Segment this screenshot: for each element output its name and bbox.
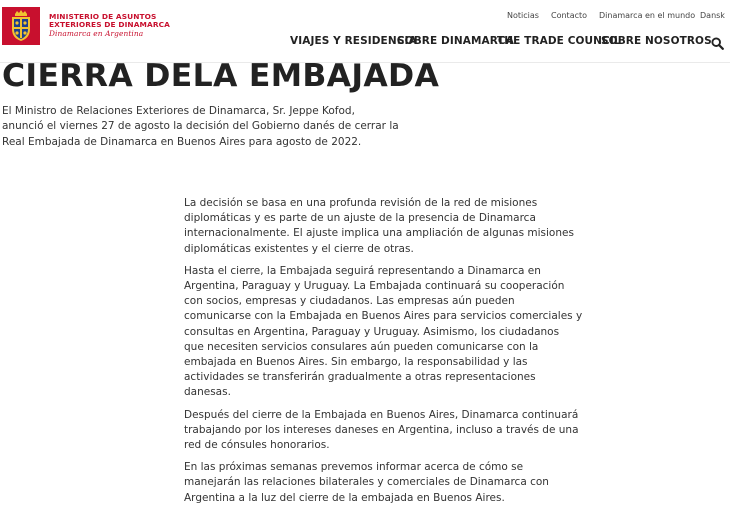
utility-link-noticias[interactable]: Noticias xyxy=(507,11,539,20)
utility-link-dansk[interactable]: Dansk xyxy=(700,11,725,20)
body-line: consultas en Argentina, Paraguay y Uruguay. Asimismo, los ciudadanos xyxy=(184,325,560,338)
utility-link-dinamarca-en-el-mundo[interactable]: Dinamarca en el mundo xyxy=(599,11,696,20)
paragraph-1 xyxy=(184,196,574,257)
body-line: red de cónsules honorarios. xyxy=(184,439,330,452)
ministry-line-1: MINISTERIO DE ASUNTOS xyxy=(49,12,157,21)
body-line: La decisión se basa en una profunda revisión de la red de misiones xyxy=(184,197,538,209)
coat-of-arms-icon[interactable] xyxy=(2,7,40,45)
body-line: actividades se transferirán gradualmente a otras representaciones xyxy=(184,371,536,384)
nav-sobre-dinamarca[interactable]: SOBRE DINAMARCA xyxy=(397,35,514,47)
page-title: CIERRA DELA EMBAJADA xyxy=(2,58,440,94)
nav-the-trade-council[interactable]: THE TRADE COUNCIL xyxy=(497,35,621,47)
paragraph-2 xyxy=(184,264,583,401)
body-line: danesas. xyxy=(184,386,231,399)
body-line: diplomáticas existentes y el cierre de otras. xyxy=(184,242,414,255)
body-line: Después del cierre de la Embajada en Buenos Aires, Dinamarca continuará xyxy=(184,408,579,421)
body-line: Hasta el cierre, la Embajada seguirá representando a Dinamarca en xyxy=(184,264,541,277)
body-line: En las próximas semanas prevemos informar acerca de cómo se xyxy=(184,461,524,474)
body-line: manejarán las relaciones bilaterales y comerciales de Dinamarca con xyxy=(184,476,549,489)
body-line: Argentina, Paraguay y Uruguay. La Embajada continuará su cooperación xyxy=(184,280,565,293)
ministry-subtitle: Dinamarca en Argentina xyxy=(49,28,144,38)
body-line: internacionalmente. El ajuste implica una ampliación de algunas misiones xyxy=(184,227,574,240)
body-line: Argentina a la luz del cierre de la embajada en Buenos Aires. xyxy=(184,491,505,504)
body-line: trabajando por los intereses daneses en Argentina, incluso a través de una xyxy=(184,423,579,436)
body-line: comunicarse con la Embajada en Buenos Aires para servicios comerciales y xyxy=(184,310,583,323)
utility-link-contacto[interactable]: Contacto xyxy=(551,11,588,20)
body-line: embajada en Buenos Aires. Sin embargo, la responsabilidad y las xyxy=(184,356,528,369)
article-body xyxy=(184,196,583,513)
lead-line: anunció el viernes 27 de agosto la decisión del Gobierno danés de cerrar la xyxy=(2,120,399,133)
body-line: con socios, empresas y ciudadanos. Las empresas aún pueden xyxy=(184,295,515,308)
search-icon[interactable] xyxy=(711,35,724,48)
lead-line: El Ministro de Relaciones Exteriores de Dinamarca, Sr. Jeppe Kofod, xyxy=(2,105,355,117)
site-header xyxy=(0,0,730,63)
lead-line: Real Embajada de Dinamarca en Buenos Aires para agosto de 2022. xyxy=(2,135,362,148)
body-line: diplomáticas y es parte de un ajuste de la presencia de Dinamarca xyxy=(184,212,536,225)
body-line: que necesiten servicios consulares aún pueden comunicarse con la xyxy=(184,340,539,353)
ministry-name[interactable] xyxy=(49,13,170,38)
nav-viajes-y-residencia[interactable]: VIAJES Y RESIDENCIA xyxy=(290,35,417,47)
nav-sobre-nosotros[interactable]: SOBRE NOSOTROS xyxy=(601,35,712,47)
paragraph-4 xyxy=(184,460,554,506)
paragraph-3 xyxy=(184,408,579,454)
article-lead xyxy=(2,104,399,150)
ministry-line-2: EXTERIORES DE DINAMARCA xyxy=(49,20,170,30)
